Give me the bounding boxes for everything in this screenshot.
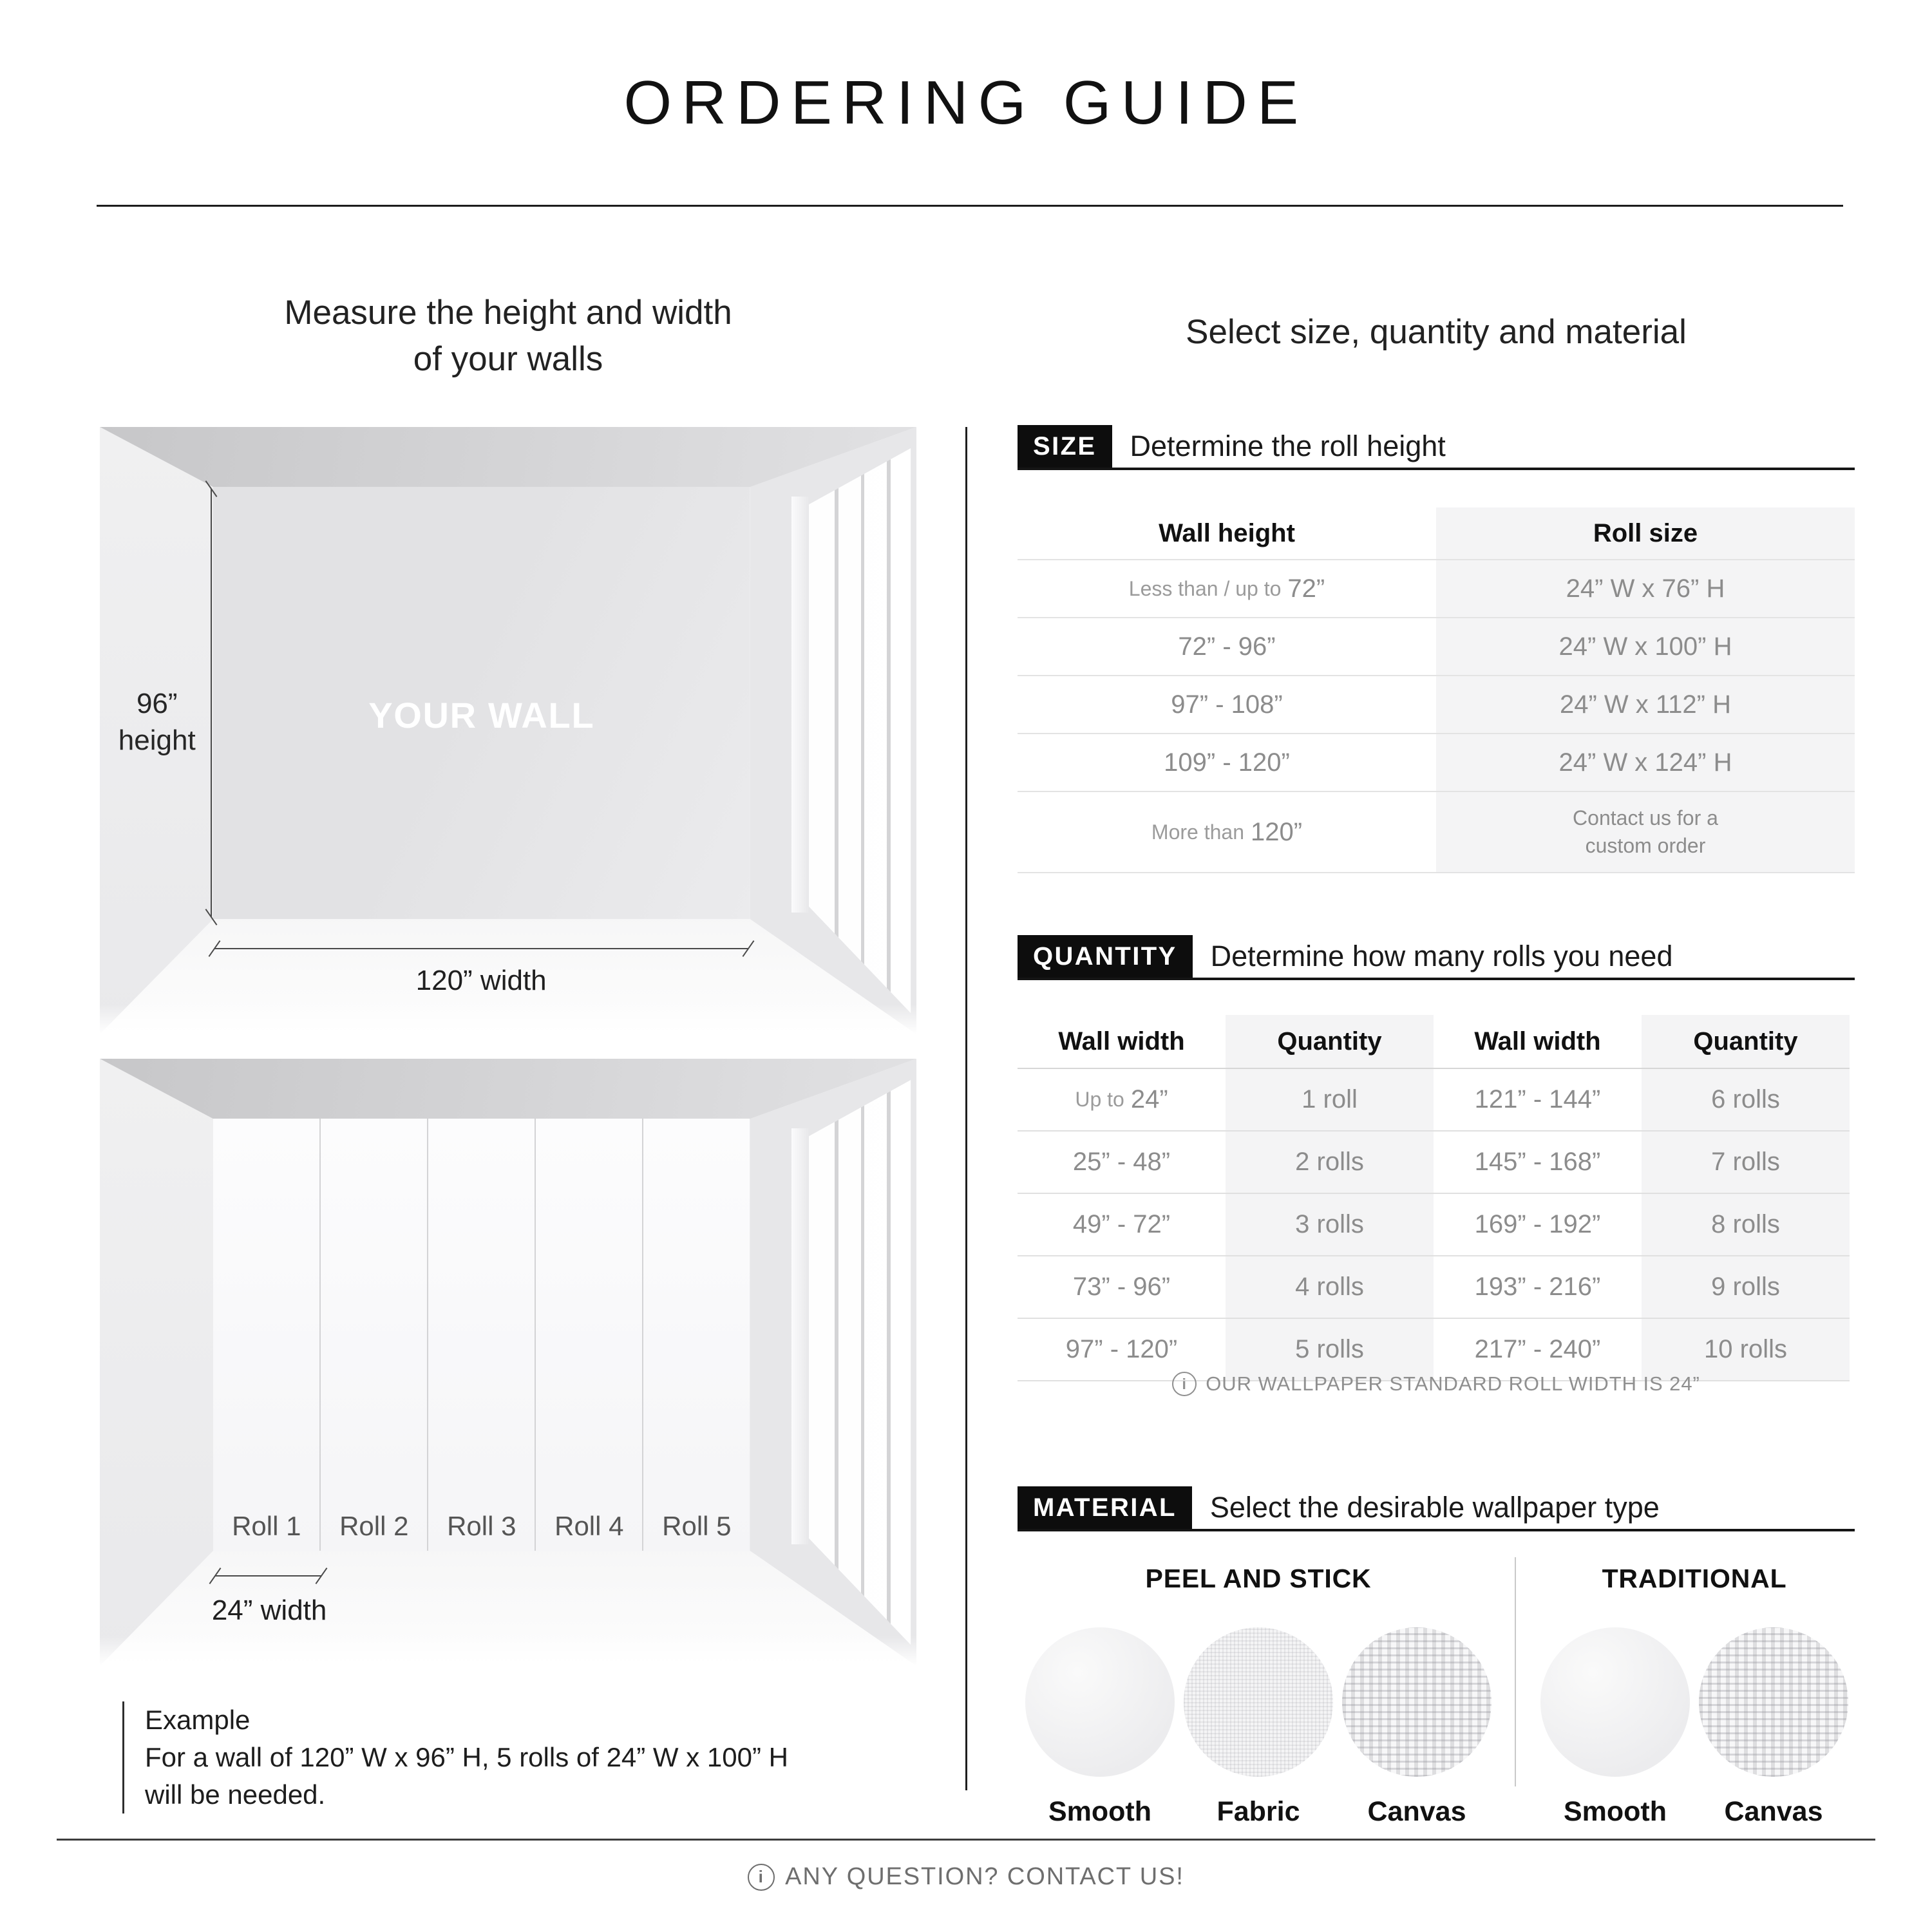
roll-label: Roll 3: [447, 1510, 516, 1541]
room-illustration-measure: [100, 427, 916, 1034]
table-row: [1018, 733, 1855, 791]
table-row: [1018, 1255, 1850, 1318]
size-table-header-row: [1018, 507, 1855, 559]
table-row: [1018, 1193, 1850, 1255]
quantity-cell: 9 rolls: [1642, 1256, 1850, 1318]
smooth-texture-icon: [1025, 1627, 1175, 1777]
example-line1: For a wall of 120” W x 96” H, 5 rolls of 24” W x 100” H: [145, 1741, 788, 1772]
floor-fade: [100, 1004, 916, 1034]
cell-value: 24”: [1130, 1085, 1168, 1113]
wall-height-cell: [1018, 560, 1436, 617]
measure-heading: [100, 290, 916, 382]
swatch-name: Canvas: [1367, 1796, 1466, 1827]
roll-panel: [319, 1119, 427, 1550]
select-heading: Select size, quantity and material: [1186, 313, 1687, 351]
swatch-name: Smooth: [1048, 1796, 1152, 1827]
wall-width-cell: 49” - 72”: [1072, 1210, 1171, 1238]
header-divider: [97, 205, 1843, 207]
traditional-label: TRADITIONAL: [1602, 1564, 1787, 1593]
roll-size-cell: 24” W x 100” H: [1436, 618, 1855, 675]
swatch-row: [1019, 1627, 1498, 1828]
quantity-cell: 7 rolls: [1642, 1132, 1850, 1193]
size-section-title: Determine the roll height: [1130, 430, 1446, 462]
wall-height-cell: 97” - 108”: [1171, 690, 1283, 719]
swatch-canvas: [1342, 1627, 1492, 1828]
window-frame: [791, 497, 809, 913]
table-row: [1018, 1318, 1850, 1380]
example-title: Example: [145, 1705, 251, 1735]
wall-height-cell: 72” - 96”: [1178, 632, 1276, 661]
footer-contact-text: ANY QUESTION? CONTACT US!: [785, 1863, 1184, 1890]
material-section-title: Select the desirable wallpaper type: [1209, 1491, 1660, 1524]
size-badge: SIZE: [1018, 425, 1112, 468]
wall-height-value: 96”: [136, 687, 178, 719]
footer-contact: [0, 1863, 1932, 1891]
traditional-group: [1534, 1564, 1855, 1828]
roll-panel: [427, 1119, 535, 1550]
canvas-texture-icon: [1699, 1627, 1848, 1777]
roll-width-dimension-line: [215, 1575, 321, 1577]
column-header-wall-width: Wall width: [1474, 1027, 1601, 1056]
cell-value: 72”: [1287, 574, 1325, 603]
wall-width-cell: 121” - 144”: [1474, 1085, 1601, 1113]
column-header-wall-height: Wall height: [1159, 518, 1295, 547]
cell-prefix: Up to: [1075, 1088, 1124, 1111]
cell-prefix: More than: [1151, 820, 1244, 844]
measure-heading-line2: of your walls: [413, 339, 603, 378]
floor-fade: [100, 1636, 916, 1666]
roll-width-note-text: OUR WALLPAPER STANDARD ROLL WIDTH IS 24”: [1206, 1372, 1700, 1395]
your-wall-label: YOUR WALL: [368, 694, 595, 735]
wall-width-cell: 73” - 96”: [1072, 1273, 1171, 1301]
roll-panel: [642, 1119, 750, 1550]
smooth-texture-icon: [1540, 1627, 1690, 1777]
custom-order-line2: custom order: [1585, 834, 1706, 857]
example-block: [122, 1701, 918, 1814]
example-line2: will be needed.: [145, 1779, 326, 1810]
page-title: ORDERING GUIDE: [623, 68, 1309, 137]
wall-height-word: height: [118, 724, 196, 756]
wall-width-cell: 25” - 48”: [1072, 1148, 1171, 1176]
wall-width-cell: 97” - 120”: [1065, 1335, 1178, 1363]
roll-width-label: 24” width: [211, 1594, 327, 1626]
wall-height-cell: [1018, 792, 1436, 872]
swatch-row: [1534, 1627, 1855, 1828]
swatch-name: Fabric: [1217, 1796, 1300, 1827]
table-row: [1018, 1069, 1850, 1130]
info-icon: i: [748, 1864, 775, 1891]
wall-width-cell: [1018, 1069, 1226, 1130]
roll-label: Roll 4: [554, 1510, 624, 1541]
roll-panel: [535, 1119, 642, 1550]
canvas-texture-icon: [1342, 1627, 1492, 1777]
wall-width-cell: 169” - 192”: [1474, 1210, 1601, 1238]
room-illustration-rolls: [100, 1059, 916, 1666]
custom-order-line1: Contact us for a: [1573, 806, 1718, 829]
wall-width-cell: 217” - 240”: [1474, 1335, 1601, 1363]
window-mullion: [861, 427, 865, 1034]
wall-width-label: 120” width: [415, 965, 547, 997]
roll-label: Roll 5: [662, 1510, 732, 1541]
cell-prefix: Less than / up to: [1128, 576, 1282, 600]
quantity-cell: 4 rolls: [1226, 1256, 1434, 1318]
window-mullion: [887, 427, 891, 1034]
swatch-name: Smooth: [1563, 1796, 1667, 1827]
swatch-canvas: [1699, 1627, 1848, 1828]
width-dimension-line: [214, 948, 748, 949]
custom-order-note: [1573, 804, 1718, 860]
swatch-smooth: [1540, 1627, 1690, 1828]
material-section-header: [1018, 1486, 1855, 1531]
measure-heading-line1: Measure the height and width: [284, 294, 732, 332]
size-section-header: [1018, 425, 1855, 470]
cell-value: 120”: [1251, 817, 1303, 846]
material-badge: MATERIAL: [1018, 1486, 1192, 1529]
height-dimension-line: [211, 489, 212, 917]
swatch-fabric: [1184, 1627, 1333, 1828]
quantity-cell: 5 rolls: [1226, 1319, 1434, 1380]
fabric-texture-icon: [1184, 1627, 1333, 1777]
footer-divider: [57, 1839, 1875, 1841]
window-frame: [791, 1128, 809, 1544]
table-row: [1018, 675, 1855, 733]
material-group-divider: [1515, 1557, 1516, 1786]
peel-and-stick-label: PEEL AND STICK: [1145, 1564, 1372, 1593]
roll-size-cell: 24” W x 112” H: [1436, 676, 1855, 733]
quantity-cell: 2 rolls: [1226, 1132, 1434, 1193]
swatch-smooth: [1025, 1627, 1175, 1828]
peel-and-stick-group: [1019, 1564, 1498, 1828]
table-row: [1018, 791, 1855, 872]
column-header-quantity: Quantity: [1642, 1015, 1850, 1068]
table-row: [1018, 559, 1855, 617]
column-header-wall-width: Wall width: [1058, 1027, 1185, 1056]
roll-panel: [213, 1119, 319, 1550]
wallpaper-roll-panels: [213, 1119, 750, 1550]
quantity-table: [1018, 1015, 1850, 1381]
info-icon: i: [1172, 1372, 1197, 1396]
quantity-cell: 8 rolls: [1642, 1194, 1850, 1255]
roll-size-cell: [1436, 792, 1855, 872]
quantity-cell: 3 rolls: [1226, 1194, 1434, 1255]
roll-size-cell: 24” W x 124” H: [1436, 734, 1855, 791]
quantity-section-title: Determine how many rolls you need: [1210, 940, 1673, 972]
window-mullion: [861, 1059, 865, 1666]
wall-height-cell: 109” - 120”: [1164, 748, 1290, 777]
quantity-cell: 10 rolls: [1642, 1319, 1850, 1380]
window-mullion: [887, 1059, 891, 1666]
size-table: [1018, 507, 1855, 873]
quantity-cell: 6 rolls: [1642, 1069, 1850, 1130]
wall-width-cell: 145” - 168”: [1474, 1148, 1601, 1176]
roll-size-cell: 24” W x 76” H: [1436, 560, 1855, 617]
quantity-cell: 1 roll: [1226, 1069, 1434, 1130]
wall-height-label: [108, 685, 206, 759]
roll-width-note: [1018, 1372, 1855, 1396]
column-header-roll-size: Roll size: [1436, 507, 1855, 559]
column-divider: [965, 427, 967, 1790]
column-header-quantity: Quantity: [1226, 1015, 1434, 1068]
quantity-table-header-row: [1018, 1015, 1850, 1069]
quantity-badge: QUANTITY: [1018, 935, 1193, 978]
wall-width-cell: 193” - 216”: [1474, 1273, 1601, 1301]
quantity-section-header: [1018, 935, 1855, 980]
table-row: [1018, 1130, 1850, 1193]
roll-label: Roll 1: [232, 1510, 301, 1541]
roll-label: Roll 2: [339, 1510, 409, 1541]
table-row: [1018, 617, 1855, 675]
swatch-name: Canvas: [1724, 1796, 1823, 1827]
